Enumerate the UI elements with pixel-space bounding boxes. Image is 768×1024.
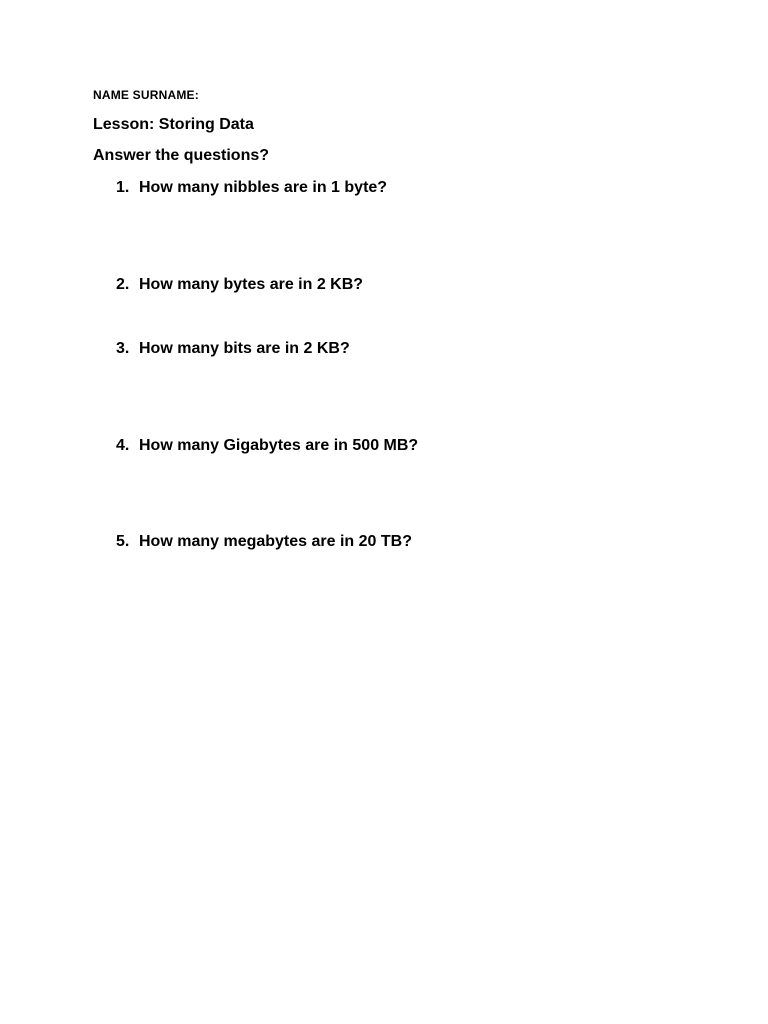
name-surname-label: NAME SURNAME: xyxy=(93,88,199,102)
question-number: 2. xyxy=(116,276,130,293)
question-number: 4. xyxy=(116,437,130,454)
question-1 xyxy=(116,179,387,197)
question-5 xyxy=(116,533,412,551)
question-3 xyxy=(116,340,350,358)
question-text: How many nibbles are in 1 byte? xyxy=(139,179,388,196)
question-text: How many bytes are in 2 KB? xyxy=(139,276,364,293)
question-number: 5. xyxy=(116,533,130,550)
question-number: 3. xyxy=(116,340,130,357)
question-text: How many Gigabytes are in 500 MB? xyxy=(139,437,419,454)
lesson-title: Lesson: Storing Data xyxy=(93,116,254,133)
instructions: Answer the questions? xyxy=(93,147,270,164)
question-4 xyxy=(116,437,418,455)
question-text: How many megabytes are in 20 TB? xyxy=(139,533,412,550)
question-2 xyxy=(116,276,363,294)
question-number: 1. xyxy=(116,179,130,196)
question-text: How many bits are in 2 KB? xyxy=(139,340,350,357)
